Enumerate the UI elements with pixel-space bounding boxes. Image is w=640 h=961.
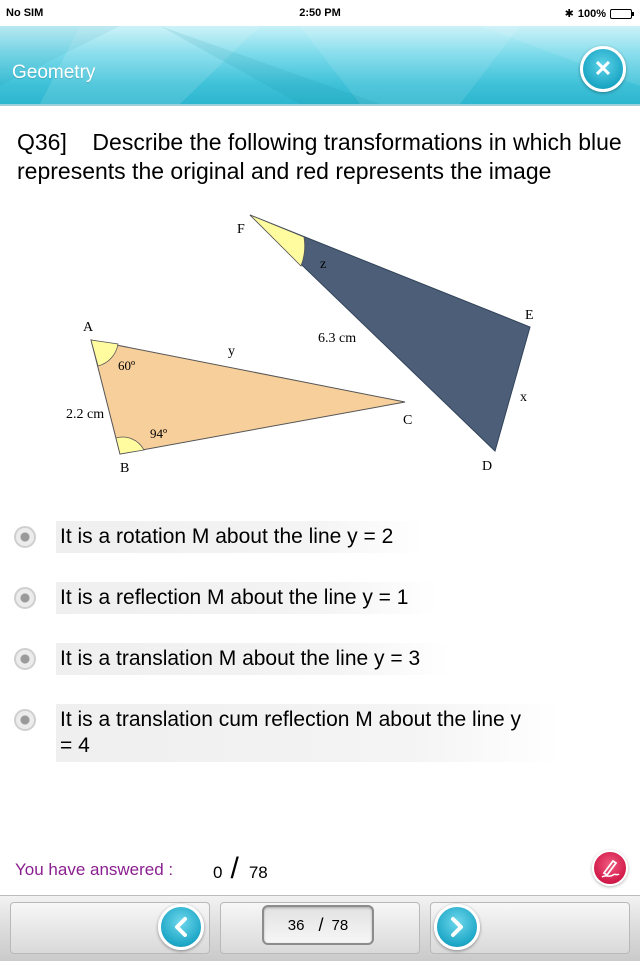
option-label[interactable]: It is a reflection M about the line y = 1 — [56, 582, 438, 614]
angle-z-marker — [250, 215, 305, 266]
vertex-label-a: A — [83, 320, 94, 335]
side-label-ab: 2.2 cm — [66, 407, 105, 422]
side-label-fd: 6.3 cm — [318, 331, 357, 346]
edit-button[interactable] — [592, 850, 628, 886]
answered-total: 78 — [248, 863, 268, 882]
side-label-x: x — [520, 390, 527, 405]
image-triangle — [91, 340, 405, 454]
answered-value: 0 — [213, 863, 223, 882]
battery-icon — [610, 9, 632, 19]
page-indicator — [262, 905, 374, 945]
option-1[interactable] — [14, 521, 614, 553]
angle-label-60: 60º — [118, 358, 136, 373]
option-3[interactable] — [14, 643, 614, 675]
question-text: Q36] Describe the following transformations in which blue represents the original and red represents the image — [17, 129, 629, 184]
radio-button[interactable] — [14, 526, 36, 548]
option-label[interactable]: It is a translation M about the line y = 3 — [56, 643, 450, 675]
vertex-label-c: C — [403, 413, 413, 428]
carrier-label: No SIM — [6, 7, 44, 19]
pencil-icon — [599, 857, 621, 879]
answered-separator: / — [230, 852, 239, 885]
option-2[interactable] — [14, 582, 614, 614]
bluetooth-icon: ✱ — [564, 8, 574, 20]
side-label-y: y — [228, 344, 235, 359]
option-label[interactable]: It is a translation cum reflection M about the line y = 4 — [56, 704, 560, 762]
next-question-button[interactable] — [434, 904, 480, 950]
page-title: Geometry — [12, 62, 96, 83]
answered-label: You have answered : — [15, 860, 174, 879]
close-icon: ✕ — [593, 56, 613, 81]
battery-indicator — [565, 7, 632, 20]
previous-question-button[interactable] — [158, 904, 204, 950]
current-page: 36 — [287, 916, 305, 934]
battery-percent: 100% — [577, 7, 606, 20]
vertex-label-e: E — [525, 308, 534, 323]
close-button[interactable] — [580, 46, 626, 92]
radio-button[interactable] — [14, 587, 36, 609]
angle-label-94: 94º — [150, 426, 168, 441]
chevron-left-icon — [171, 916, 191, 938]
angle-label-z: z — [320, 257, 327, 272]
vertex-label-b: B — [120, 461, 130, 476]
page-separator: / — [318, 914, 324, 935]
radio-button[interactable] — [14, 709, 36, 731]
answered-count — [213, 852, 268, 886]
radio-button[interactable] — [14, 648, 36, 670]
status-bar — [0, 0, 640, 26]
chevron-right-icon — [447, 916, 467, 938]
header-background-pattern — [0, 26, 640, 104]
question-figure — [50, 210, 570, 480]
total-pages: 78 — [331, 916, 349, 934]
bottom-navigation-bar — [0, 895, 640, 961]
app-header — [0, 26, 640, 106]
vertex-label-d: D — [482, 459, 493, 474]
option-4[interactable] — [14, 704, 614, 762]
vertex-label-f: F — [237, 222, 245, 237]
option-label[interactable]: It is a rotation M about the line y = 2 — [56, 521, 423, 553]
clock: 2:50 PM — [299, 7, 341, 19]
